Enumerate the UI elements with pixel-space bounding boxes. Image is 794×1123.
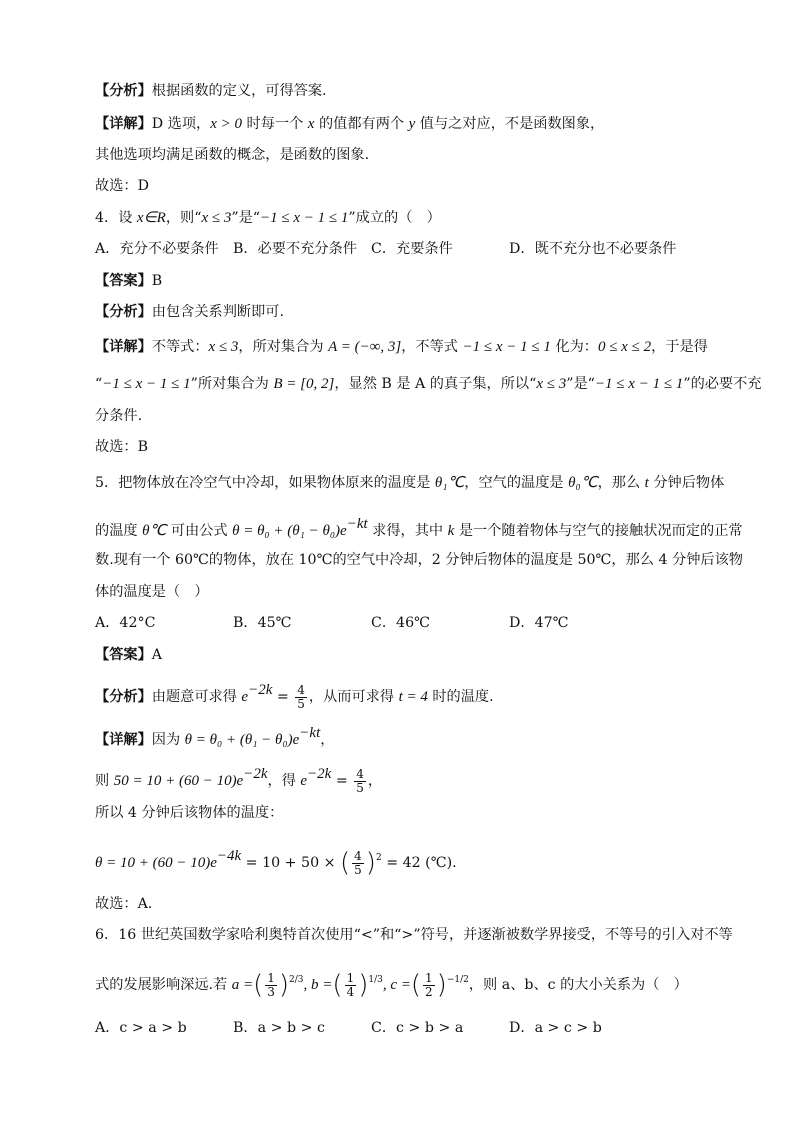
q6-option-c: C．c > b > a bbox=[371, 1020, 464, 1036]
q5-analysis: 【分析】由题意可求得 $e^{-2k}$ = $\frac{4}{5}$ ，从而可求得 t = 4 时的温度. bbox=[95, 682, 494, 711]
q6-stem-line2: 式的发展影响深远.若 a =( $\frac{1}{3}$ )$^{2/3}$, b =( $\frac{1}{4}$ )$^{1/3}$, c =( $\frac{1}{2}$ )$^{-1/2}$，则 a、b、c 的大小关系为（ ） bbox=[95, 970, 688, 1000]
q5-stem-line4: 体的温度是（ ） bbox=[95, 584, 209, 600]
q5-option-c: C．46℃ bbox=[371, 615, 430, 631]
fraction: $\frac{4}{5}$ bbox=[354, 848, 362, 877]
q4-answer: 【答案】B bbox=[95, 273, 163, 289]
q5-solution-line2: 则 $50 = 10 + (60 - 10)e^{-2k}$，得 $e^{-2k}$ = $\frac{4}{5}$ ， bbox=[95, 766, 383, 795]
q5-answer: 【答案】A bbox=[95, 647, 163, 663]
q5-solution-line4: $\theta = 10 + (60 - 10)e^{-4k} = 10 + 50$ × ( $\frac{4}{5}$ )$^2$ = 42 (℃). bbox=[95, 848, 457, 878]
q5-stem-line2: 的温度 θ℃ 可由公式 $\theta = \theta_0 + (\theta_1 - \theta_0)e^{-kt}$ 求得，其中 k 是一个随着物体与空气的接触状况而定的正常 bbox=[95, 516, 743, 539]
q4-solution-line2: “−1 ≤ x − 1 ≤ 1”所对集合为 B = [0, 2]，显然 B 是 A 的真子集，所以“x ≤ 3”是“−1 ≤ x − 1 ≤ 1”的必要不充 bbox=[95, 376, 762, 392]
q4-option-b: B．必要不充分条件 bbox=[233, 241, 357, 257]
q4-option-a: A．充分不必要条件 bbox=[95, 241, 219, 257]
q3-solution: 【详解】D 选项，x > 0 时每一个 x 的值都有两个 y 值与之对应，不是函数图象， bbox=[95, 116, 605, 132]
q5-solution: 【详解】因为 $\theta = \theta_0 + (\theta_1 - \theta_0)e^{-kt}$， bbox=[95, 725, 335, 748]
analysis-tag: 【分析】 bbox=[95, 83, 152, 99]
q4-answer-choice: 故选：B bbox=[95, 439, 148, 455]
right-paren: ) bbox=[365, 848, 376, 878]
q5-option-a: A．42°C bbox=[95, 615, 156, 631]
q6-option-d: D．a > c > b bbox=[509, 1020, 602, 1036]
q5-option-d: D．47℃ bbox=[509, 615, 569, 631]
q4-option-c: C．充要条件 bbox=[371, 241, 453, 257]
fraction: $\frac{4}{5}$ bbox=[356, 766, 364, 795]
q3-analysis: 【分析】根据函数的定义，可得答案. bbox=[95, 83, 327, 99]
q4-solution-line3: 分条件. bbox=[95, 408, 143, 424]
q5-stem-line3: 数.现有一个 60℃的物体，放在 10℃的空气中冷却，2 分钟后物体的温度是 50℃，那么 4 分钟后该物 bbox=[95, 552, 743, 568]
q3-solution-cont: 其他选项均满足函数的概念，是函数的图象. bbox=[95, 147, 370, 163]
q5-answer-choice: 故选：A. bbox=[95, 896, 153, 912]
q4-analysis: 【分析】由包含关系判断即可. bbox=[95, 304, 284, 320]
q6-stem-line1: 6．16 世纪英国数学家哈利奥特首次使用“<”和“>”符号，并逐渐被数学界接受，不等号的引入对不等 bbox=[95, 927, 733, 943]
q6-option-b: B．a > b > c bbox=[233, 1020, 325, 1036]
q5-option-b: B．45℃ bbox=[233, 615, 292, 631]
q4-option-d: D．既不充分也不必要条件 bbox=[509, 241, 677, 257]
q4-stem: 4．设 x∈R，则“x ≤ 3”是“−1 ≤ x − 1 ≤ 1”成立的（ ） bbox=[95, 210, 441, 226]
fraction: $\frac{4}{5}$ bbox=[297, 682, 305, 711]
q3-answer-choice: 故选：D bbox=[95, 178, 149, 194]
left-paren: ( bbox=[340, 848, 351, 878]
q6-option-a: A．c > a > b bbox=[95, 1020, 187, 1036]
solution-tag: 【详解】 bbox=[95, 116, 152, 132]
q5-stem-line1: 5．把物体放在冷空气中冷却，如果物体原来的温度是 θ₁℃，空气的温度是 θ₀℃，那么 t 分钟后物体 bbox=[95, 475, 725, 491]
q4-solution: 【详解】不等式：x ≤ 3，所对集合为 A = (−∞, 3]，不等式 −1 ≤ x − 1 ≤ 1 化为：0 ≤ x ≤ 2，于是得 bbox=[95, 339, 708, 355]
q5-solution-line3: 所以 4 分钟后该物体的温度： bbox=[95, 805, 284, 821]
